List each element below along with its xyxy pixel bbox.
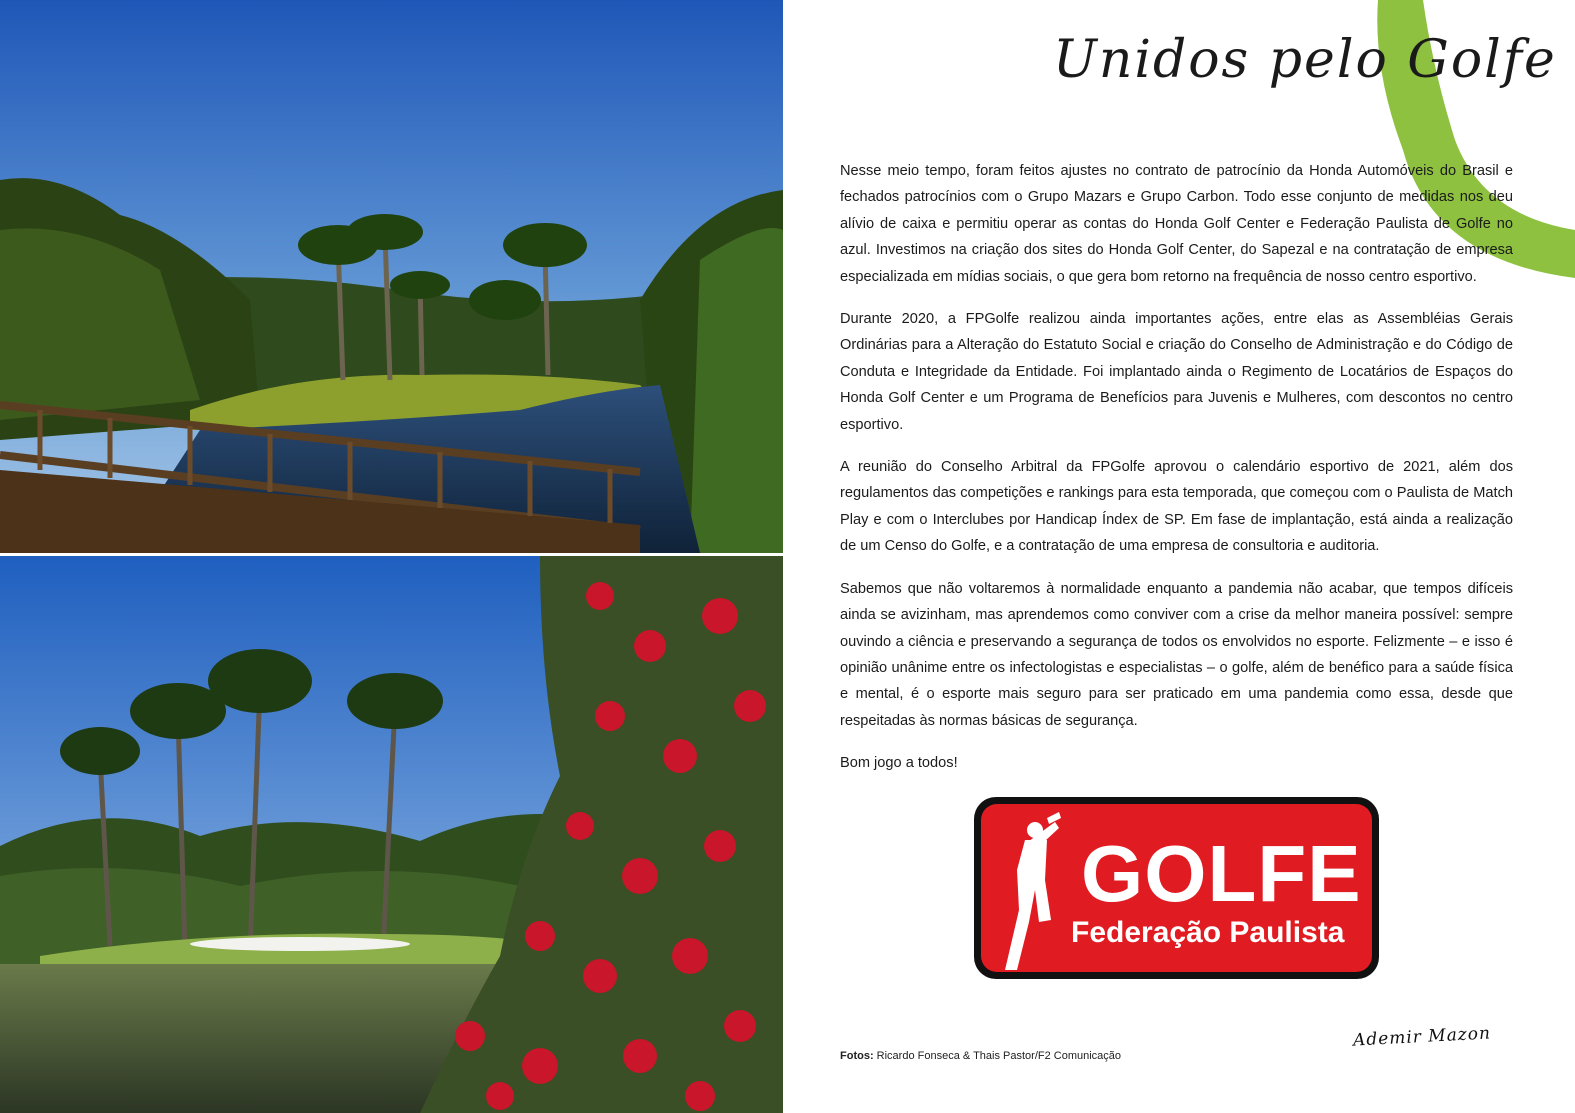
logo-word: GOLFE — [1081, 829, 1362, 918]
golf-course-bridge-photo — [0, 0, 783, 553]
author-signature: Ademir Mazon — [1352, 1023, 1492, 1051]
paragraph-1: Nesse meio tempo, foram feitos ajustes no contrato de patrocínio da Honda Automóveis do Brasil e fechados patrocínios com o Grupo Mazars e Grupo Carbon. Todo esse conjunto de medidas nos deu alívio de caixa e permitiu operar as contas do Honda Golf Center e Federação Paulista de Golfe no azul. Investimos na criação dos sites do Honda Golf Center, do Sapezal e na contratação de empresa especializada em mídias sociais, o que gera bom retorno na frequência de nosso centro esportivo. — [840, 163, 1513, 285]
credits-label: Fotos: — [840, 1050, 874, 1062]
paragraph-2: Durante 2020, a FPGolfe realizou ainda importantes ações, entre elas as Assembléias Gerais Ordinárias para a Alteração do Estatuto Social e criação do Conselho de Administração e do Código de Conduta e Integridade da Entidade. Foi implantado ainda o Regimento de Locatários de Espaços do Honda Golf Center e um Programa de Benefícios para Juvenis e Mulheres, com descontos no centro esportivo. — [840, 311, 1513, 433]
fpgolfe-logo — [974, 797, 1379, 979]
photo-column — [0, 0, 783, 1113]
text-page — [783, 0, 1575, 1113]
paragraph-3: A reunião do Conselho Arbitral da FPGolfe aprovou o calendário esportivo de 2021, além dos regulamentos das competições e rankings para esta temporada, que começou com o Paulista de Match Play e com o Interclubes por Handicap Índex de SP. Em fase de implantação, está ainda a realização de um Censo do Golfe, e a contratação de uma empresa de consultoria e auditoria. — [840, 459, 1513, 555]
golf-course-flowers-photo — [0, 556, 783, 1113]
page-title: Unidos pelo Golfe — [1053, 30, 1557, 90]
article-body — [840, 158, 1513, 793]
photo-credits — [840, 1050, 1121, 1062]
golfer-silhouette-icon — [995, 810, 1065, 970]
logo-subtitle: Federação Paulista — [1071, 916, 1345, 949]
paragraph-4: Sabemos que não voltaremos à normalidade enquanto a pandemia não acabar, que tempos difíceis ainda se avizinham, mas aprendemos como conviver com a crise da melhor maneira possível: sempre ouvindo a ciência e preservando a segurança de todos os envolvidos no esporte. Felizmente – e isso é opinião unânime entre os infectologistas e especialistas – o golfe, além de benéfico para a saúde física e mental, é o esporte mais seguro para ser praticado em uma pandemia como essa, desde que respeitadas às normas básicas de segurança. — [840, 580, 1513, 729]
closing-line: Bom jogo a todos! — [840, 755, 958, 772]
credits-text: Ricardo Fonseca & Thais Pastor/F2 Comunicação — [876, 1050, 1122, 1062]
